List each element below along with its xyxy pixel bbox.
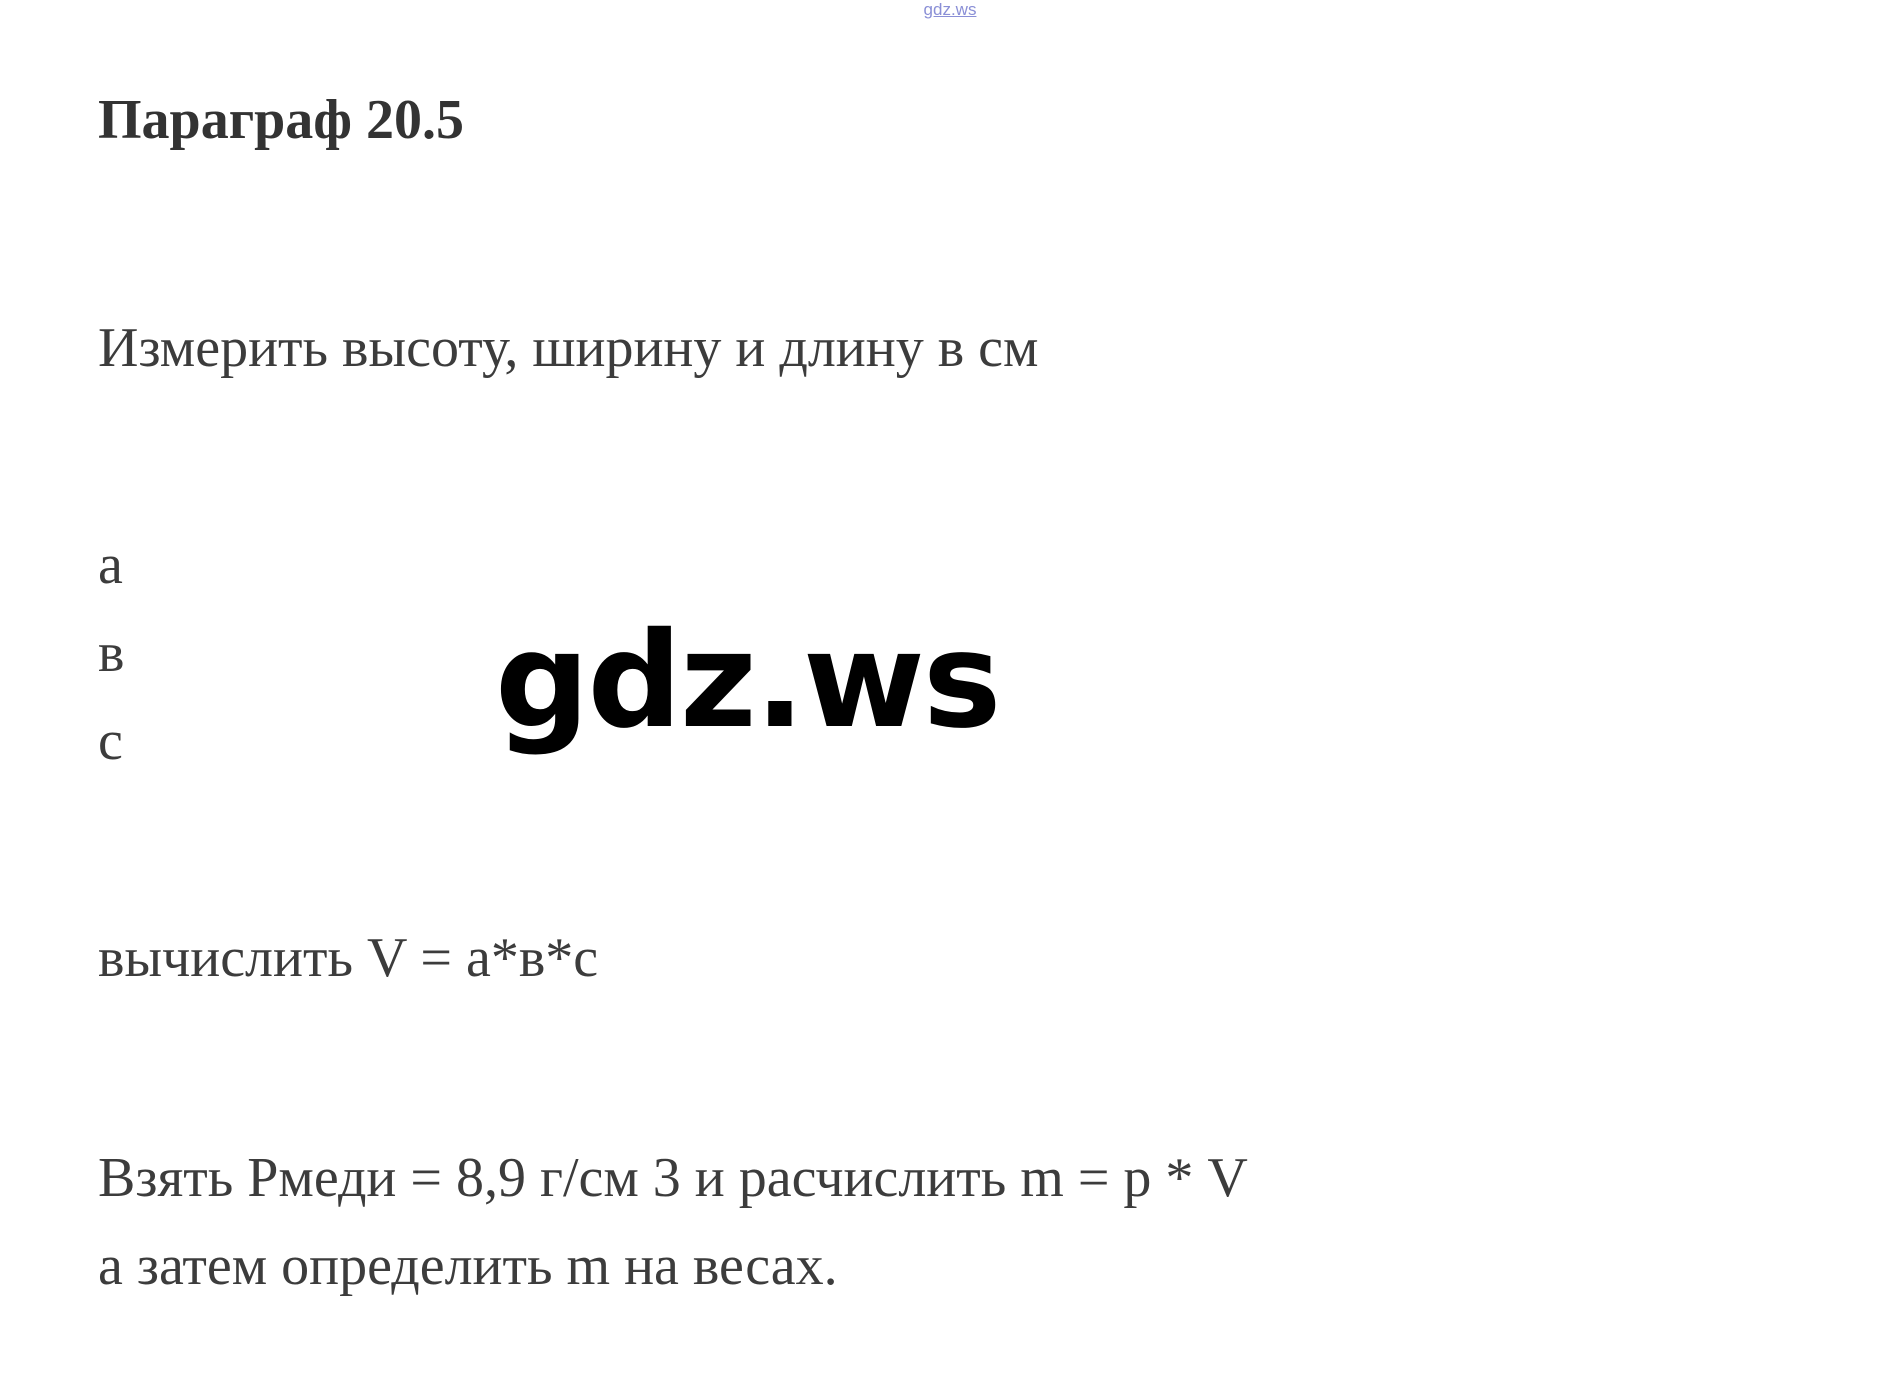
watermark-logo: gdz.ws bbox=[495, 604, 1000, 758]
page-title: Параграф 20.5 bbox=[98, 89, 465, 151]
instruction-text: Измерить высоту, ширину и длину в см bbox=[98, 317, 1039, 379]
site-mark[interactable]: gdz.ws bbox=[923, 0, 977, 19]
dimension-c: с bbox=[98, 710, 123, 772]
dimension-a: а bbox=[98, 534, 123, 596]
volume-formula: вычислить V = а*в*с bbox=[98, 927, 599, 989]
weigh-instruction: а затем определить m на весах. bbox=[98, 1235, 838, 1297]
dimension-b: в bbox=[98, 622, 125, 684]
mass-formula: Взять Рмеди = 8,9 г/см 3 и расчислить m = р * V bbox=[98, 1147, 1248, 1209]
